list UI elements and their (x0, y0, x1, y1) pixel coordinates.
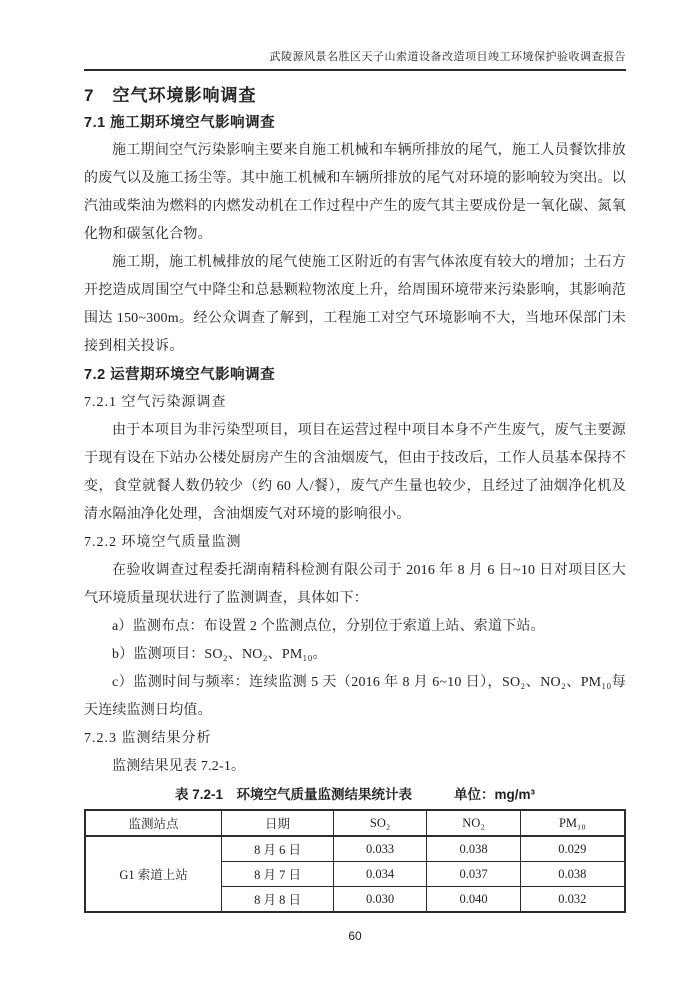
no2-value-cell: 0.037 (427, 862, 520, 887)
column-header-pm10: PM₁₀ (520, 810, 625, 836)
table-row (85, 836, 625, 862)
date-cell: 8 月 8 日 (222, 887, 334, 913)
monitoring-item-b: b）监测项目：SO₂、NO₂、PM₁₀。 (112, 647, 327, 662)
no2-value-cell: 0.038 (427, 836, 520, 862)
chapter-7-heading: 7 空气环境影响调查 (84, 86, 257, 105)
pm10-value-cell: 0.038 (520, 862, 625, 887)
column-header-date: 日期 (222, 810, 334, 836)
running-header (84, 0, 626, 71)
section-7-1-paragraph-1: 施工期间空气污染影响主要来自施工机械和车辆所排放的尾气，施工人员餐饮排放的废气以及施工扬尘等。其中施工机械和车辆所排放的尾气对环境的影响较为突出。以汽油或柴油为燃料的内燃发动机在工作过程中产生的废气其主要成份是一氧化碳、氮氧化物和碳氢化合物。 (84, 143, 626, 242)
no2-value-cell: 0.040 (427, 887, 520, 913)
page-number: 60 (348, 929, 362, 943)
station-cell: G1 索道上站 (85, 836, 222, 912)
section-7-2-1-paragraph: 由于本项目为非污染型项目，项目在运营过程中项目本身不产生废气，废气主要源于现有设在下站办公楼处厨房产生的含油烟废气，但由于技改后，工作人员基本保持不变，食堂就餐人数仍较少（约 60 人/餐），废气产生量也较少，且经过了油烟净化机及清水隔油净化处理，含油烟废气对环境的影响很小。 (84, 423, 626, 522)
section-7-2-heading: 7.2 运营期环境空气影响调查 (84, 367, 276, 383)
date-cell: 8 月 6 日 (222, 836, 334, 862)
section-7-2-1-heading: 7.2.1 空气污染源调查 (84, 395, 227, 410)
section-7-1-paragraph-2: 施工期，施工机械排放的尾气使施工区附近的有害气体浓度有较大的增加；土石方开挖造成周围空气中降尘和总悬颗粒物浓度上升，给周围环境带来污染影响，其影响范围达 150~300m。经公众调查了解到，工程施工对空气环境影响不大，当地环保部门未接到相关投诉。 (84, 255, 626, 354)
section-7-2-3-paragraph: 监测结果见表 7.2-1。 (112, 759, 246, 774)
section-7-2-3-heading: 7.2.3 监测结果分析 (84, 731, 212, 746)
table-caption-row (84, 781, 626, 809)
table-caption: 表 7.2-1 环境空气质量监测结果统计表 (174, 787, 413, 802)
column-header-no2: NO₂ (427, 810, 520, 836)
air-quality-monitoring-table (84, 809, 626, 913)
table-header-row (85, 810, 625, 836)
table-unit-label: 单位：mg/m³ (454, 787, 536, 802)
so2-value-cell: 0.030 (333, 887, 426, 913)
so2-value-cell: 0.033 (333, 836, 426, 862)
pm10-value-cell: 0.029 (520, 836, 625, 862)
column-header-station: 监测站点 (85, 810, 222, 836)
date-cell: 8 月 7 日 (222, 862, 334, 887)
monitoring-item-a: a）监测布点：布设置 2 个监测点位，分别位于索道上站、索道下站。 (112, 619, 545, 634)
section-7-2-2-heading: 7.2.2 环境空气质量监测 (84, 535, 242, 550)
monitoring-item-c: c）监测时间与频率：连续监测 5 天（2016 年 8 月 6~10 日），SO₂、NO₂、PM₁₀每天连续监测日均值。 (84, 675, 626, 718)
page-content (84, 0, 626, 943)
column-header-so2: SO₂ (333, 810, 426, 836)
section-7-1-heading: 7.1 施工期环境空气影响调查 (84, 115, 276, 131)
running-header-text: 武陵源风景名胜区天子山索道设备改造项目竣工环境保护验收调查报告 (269, 51, 626, 63)
so2-value-cell: 0.034 (333, 862, 426, 887)
section-7-2-2-paragraph: 在验收调查过程委托湖南精科检测有限公司于 2016 年 8 月 6 日~10 日对项目区大气环境质量现状进行了监测调查，具体如下： (84, 563, 626, 606)
pm10-value-cell: 0.032 (520, 887, 625, 913)
